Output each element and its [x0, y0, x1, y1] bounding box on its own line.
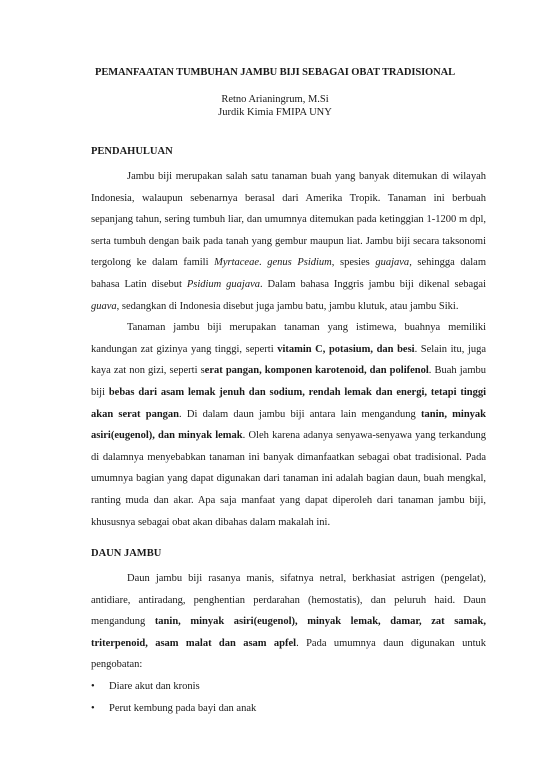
- bullet-icon: •: [91, 702, 95, 714]
- author-name: Retno Arianingrum, M.Si: [221, 94, 329, 105]
- bold-text: vitamin C, potasium, dan besi: [277, 343, 415, 355]
- text-run: Daun jambu biji rasanya manis, sifatnya netral, berkhasiat astrigen (pengelat), antidiare, antiradang, penghentian perdarahan (hemostatis), dan peluruh haid. Daun mengandung: [91, 573, 486, 628]
- section-heading: PENDAHULUAN: [91, 146, 173, 157]
- italic-text: Psidium guajava: [186, 278, 260, 290]
- author-affiliation: Jurdik Kimia FMIPA UNY: [218, 107, 332, 118]
- bold-text: bebas dari asam lemak jenuh dan sodium, rendah lemak dan energi, tetapi tinggi akan serat pangan: [91, 386, 486, 420]
- text-run: . Buah jambu biji: [91, 365, 486, 398]
- paragraph: [91, 166, 486, 317]
- bullet-icon: •: [91, 680, 95, 692]
- text-run: . Selain itu, juga kaya zat non gizi, seperti s: [91, 343, 486, 377]
- bold-text: tanin, minyak asiri(eugenol), minyak lemak, damar, zat samak, triterpenoid, asam malat dan asam apfel: [91, 616, 486, 649]
- text-run: , sedangkan di Indonesia disebut juga jambu batu, jambu klutuk, atau jambu Siki.: [116, 300, 459, 312]
- text-run: . Di dalam daun jambu biji antara lain mengandung: [179, 408, 421, 420]
- text-run: . Pada umumnya daun digunakan untuk pengobatan:: [91, 637, 486, 671]
- list-item: [91, 676, 486, 698]
- italic-text: guava: [91, 300, 117, 312]
- list-item-text: Perut kembung pada bayi dan anak: [109, 702, 257, 714]
- text-run: Jambu biji merupakan salah satu tanaman buah yang banyak ditemukan di wilayah Indonesia, walaupun sebenarnya berasal dari Amerika Tropik. Tanaman ini berbuah sepanjang tahun, sering tumbuh liar, dan umumnya ditemukan pada ketinggian 1-1200 m dpl, serta tumbuh dengan baik pada tanah yang gembur maupun liat. Jambu biji secara taksonomi tergolong ke dalam famili: [91, 171, 486, 269]
- text-run: . Oleh karena adanya senyawa-senyawa yang terkandung di dalamnya menyebabkan tanaman ini banyak dimanfaatkan sebagai obat tradisional. Pada umumnya bagian yang dapat digunakan dari tanaman ini adalah bagian daun, buah mengkal, ranting muda dan akar. Apa saja manfaat yang dapat diperoleh dari tanaman jambu biji, khususnya sebagai obat akan dibahas dalam makalah ini.: [91, 430, 486, 528]
- italic-text: guajava: [375, 257, 410, 269]
- author-block: [0, 93, 550, 119]
- bullet-list: [91, 676, 486, 719]
- document-title: PEMANFAATAN TUMBUHAN JAMBU BIJI SEBAGAI OBAT TRADISIONAL: [95, 67, 455, 78]
- italic-text: genus Psidium: [267, 257, 332, 269]
- section-daun-jambu: [91, 547, 486, 719]
- list-item: [91, 698, 486, 720]
- list-item-text: Diare akut dan kronis: [109, 680, 200, 692]
- bold-text: tanin, minyak asiri(eugenol), dan minyak lemak: [91, 408, 487, 442]
- paragraph: [91, 317, 486, 533]
- text-run: . Dalam bahasa Inggris jambu biji dikenal sebagai: [260, 278, 486, 290]
- bold-text: erat pangan, komponen karotenoid, dan polifenol: [204, 365, 429, 377]
- text-run: , sehingga dalam bahasa Latin disebut: [91, 257, 486, 290]
- section-heading: DAUN JAMBU: [91, 548, 162, 559]
- paragraph: [91, 568, 486, 676]
- italic-text: Myrtaceae: [214, 257, 260, 269]
- text-run: .: [259, 257, 268, 269]
- text-run: Tanaman jambu biji merupakan tanaman yang istimewa, buahnya memiliki kandungan zat gizinya yang tinggi, seperti: [91, 322, 486, 355]
- section-pendahuluan: [91, 145, 486, 533]
- text-run: , spesies: [331, 257, 376, 269]
